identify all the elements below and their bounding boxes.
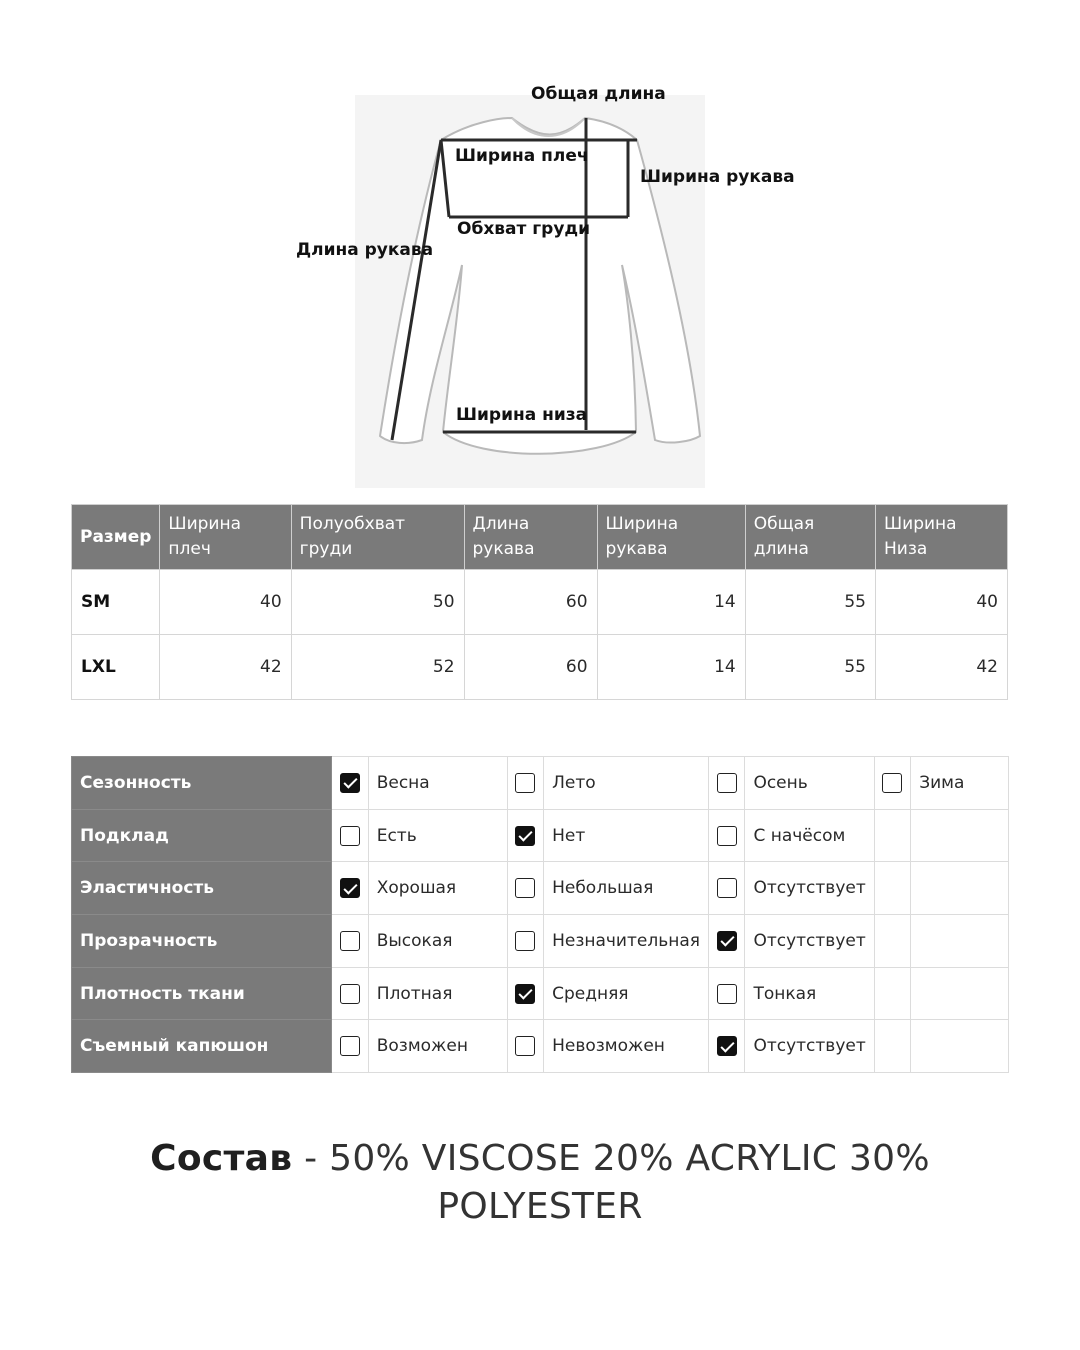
- label-sleeve-width: Ширина рукава: [640, 167, 795, 187]
- option-label: Зима: [911, 757, 1009, 810]
- measurement-diagram: [0, 0, 1080, 500]
- property-row: [72, 809, 1009, 862]
- table-cell: 55: [745, 635, 875, 700]
- checkbox-cell: [709, 915, 745, 968]
- empty-cell: [911, 809, 1009, 862]
- option-label: Весна: [368, 757, 507, 810]
- unchecked-checkbox-icon[interactable]: [515, 773, 535, 793]
- label-sleeve-length: Длина рукава: [296, 240, 434, 260]
- checkbox-cell: [507, 915, 543, 968]
- unchecked-checkbox-icon[interactable]: [515, 931, 535, 951]
- option-label: Отсутствует: [745, 862, 874, 915]
- unchecked-checkbox-icon[interactable]: [717, 878, 737, 898]
- checked-checkbox-icon[interactable]: [340, 773, 360, 793]
- unchecked-checkbox-icon[interactable]: [515, 878, 535, 898]
- empty-cell: [874, 967, 910, 1020]
- table-cell: 60: [464, 570, 597, 635]
- option-label: Хорошая: [368, 862, 507, 915]
- option-label: Средняя: [544, 967, 709, 1020]
- size-label: SM: [72, 570, 160, 635]
- header-shoulder-width: Ширина плеч: [160, 505, 291, 570]
- label-shoulder-width: Ширина плеч: [455, 146, 589, 166]
- option-label: Осень: [745, 757, 874, 810]
- option-label: Нет: [544, 809, 709, 862]
- property-label: Съемный капюшон: [72, 1020, 332, 1073]
- checked-checkbox-icon[interactable]: [717, 931, 737, 951]
- table-cell: 50: [291, 570, 464, 635]
- unchecked-checkbox-icon[interactable]: [717, 984, 737, 1004]
- label-chest-girth: Обхват груди: [457, 219, 591, 239]
- size-table-header: [72, 505, 1008, 570]
- checkbox-cell: [507, 967, 543, 1020]
- unchecked-checkbox-icon[interactable]: [717, 773, 737, 793]
- property-label: Прозрачность: [72, 915, 332, 968]
- property-label: Эластичность: [72, 862, 332, 915]
- checkbox-cell: [332, 915, 368, 968]
- checked-checkbox-icon[interactable]: [515, 826, 535, 846]
- checkbox-cell: [332, 967, 368, 1020]
- composition-text: - 50% VISCOSE 20% ACRYLIC 30% POLYESTER: [292, 1138, 930, 1227]
- option-label: Отсутствует: [745, 915, 874, 968]
- empty-cell: [911, 1020, 1009, 1073]
- checkbox-cell: [332, 757, 368, 810]
- unchecked-checkbox-icon[interactable]: [340, 931, 360, 951]
- table-cell: 52: [291, 635, 464, 700]
- checked-checkbox-icon[interactable]: [717, 1036, 737, 1056]
- option-label: Высокая: [368, 915, 507, 968]
- checkbox-cell: [874, 757, 910, 810]
- unchecked-checkbox-icon[interactable]: [882, 773, 902, 793]
- empty-cell: [874, 809, 910, 862]
- label-total-length: Общая длина: [531, 84, 666, 104]
- table-row: [72, 570, 1008, 635]
- property-row: [72, 967, 1009, 1020]
- option-label: Небольшая: [544, 862, 709, 915]
- header-sleeve-width: Ширина рукава: [597, 505, 745, 570]
- checkbox-cell: [332, 1020, 368, 1073]
- size-table: [71, 504, 1008, 700]
- unchecked-checkbox-icon[interactable]: [340, 1036, 360, 1056]
- option-label: Невозможен: [544, 1020, 709, 1073]
- table-cell: 42: [160, 635, 291, 700]
- empty-cell: [874, 1020, 910, 1073]
- checkbox-cell: [709, 1020, 745, 1073]
- table-cell: 40: [875, 570, 1007, 635]
- table-cell: 14: [597, 570, 745, 635]
- checked-checkbox-icon[interactable]: [515, 984, 535, 1004]
- empty-cell: [874, 862, 910, 915]
- checkbox-cell: [709, 757, 745, 810]
- empty-cell: [911, 862, 1009, 915]
- label-hem-width: Ширина низа: [456, 405, 588, 425]
- table-cell: 14: [597, 635, 745, 700]
- empty-cell: [911, 967, 1009, 1020]
- size-label: LXL: [72, 635, 160, 700]
- checkbox-cell: [709, 862, 745, 915]
- option-label: С начёсом: [745, 809, 874, 862]
- header-half-chest: Полуобхват груди: [291, 505, 464, 570]
- checkbox-cell: [507, 862, 543, 915]
- unchecked-checkbox-icon[interactable]: [340, 984, 360, 1004]
- checkbox-cell: [332, 862, 368, 915]
- property-label: Сезонность: [72, 757, 332, 810]
- option-label: Есть: [368, 809, 507, 862]
- empty-cell: [874, 915, 910, 968]
- unchecked-checkbox-icon[interactable]: [717, 826, 737, 846]
- option-label: Плотная: [368, 967, 507, 1020]
- checkbox-cell: [507, 757, 543, 810]
- properties-table: [71, 756, 1009, 1073]
- property-label: Подклад: [72, 809, 332, 862]
- table-cell: 42: [875, 635, 1007, 700]
- option-label: Тонкая: [745, 967, 874, 1020]
- property-row: [72, 1020, 1009, 1073]
- property-row: [72, 862, 1009, 915]
- property-label: Плотность ткани: [72, 967, 332, 1020]
- table-row: [72, 635, 1008, 700]
- option-label: Возможен: [368, 1020, 507, 1073]
- header-hem-width: Ширина Низа: [875, 505, 1007, 570]
- header-sleeve-length: Длина рукава: [464, 505, 597, 570]
- checked-checkbox-icon[interactable]: [340, 878, 360, 898]
- header-size: Размер: [72, 505, 160, 570]
- composition-label: Состав: [150, 1138, 293, 1179]
- option-label: Незначительная: [544, 915, 709, 968]
- option-label: Лето: [544, 757, 709, 810]
- unchecked-checkbox-icon[interactable]: [340, 826, 360, 846]
- checkbox-cell: [709, 809, 745, 862]
- table-cell: 55: [745, 570, 875, 635]
- checkbox-cell: [507, 1020, 543, 1073]
- composition: [140, 1135, 940, 1231]
- property-row: [72, 915, 1009, 968]
- unchecked-checkbox-icon[interactable]: [515, 1036, 535, 1056]
- table-cell: 60: [464, 635, 597, 700]
- table-cell: 40: [160, 570, 291, 635]
- checkbox-cell: [332, 809, 368, 862]
- empty-cell: [911, 915, 1009, 968]
- option-label: Отсутствует: [745, 1020, 874, 1073]
- header-total-length: Общая длина: [745, 505, 875, 570]
- checkbox-cell: [709, 967, 745, 1020]
- checkbox-cell: [507, 809, 543, 862]
- garment-sketch: [0, 0, 1080, 500]
- property-row: [72, 757, 1009, 810]
